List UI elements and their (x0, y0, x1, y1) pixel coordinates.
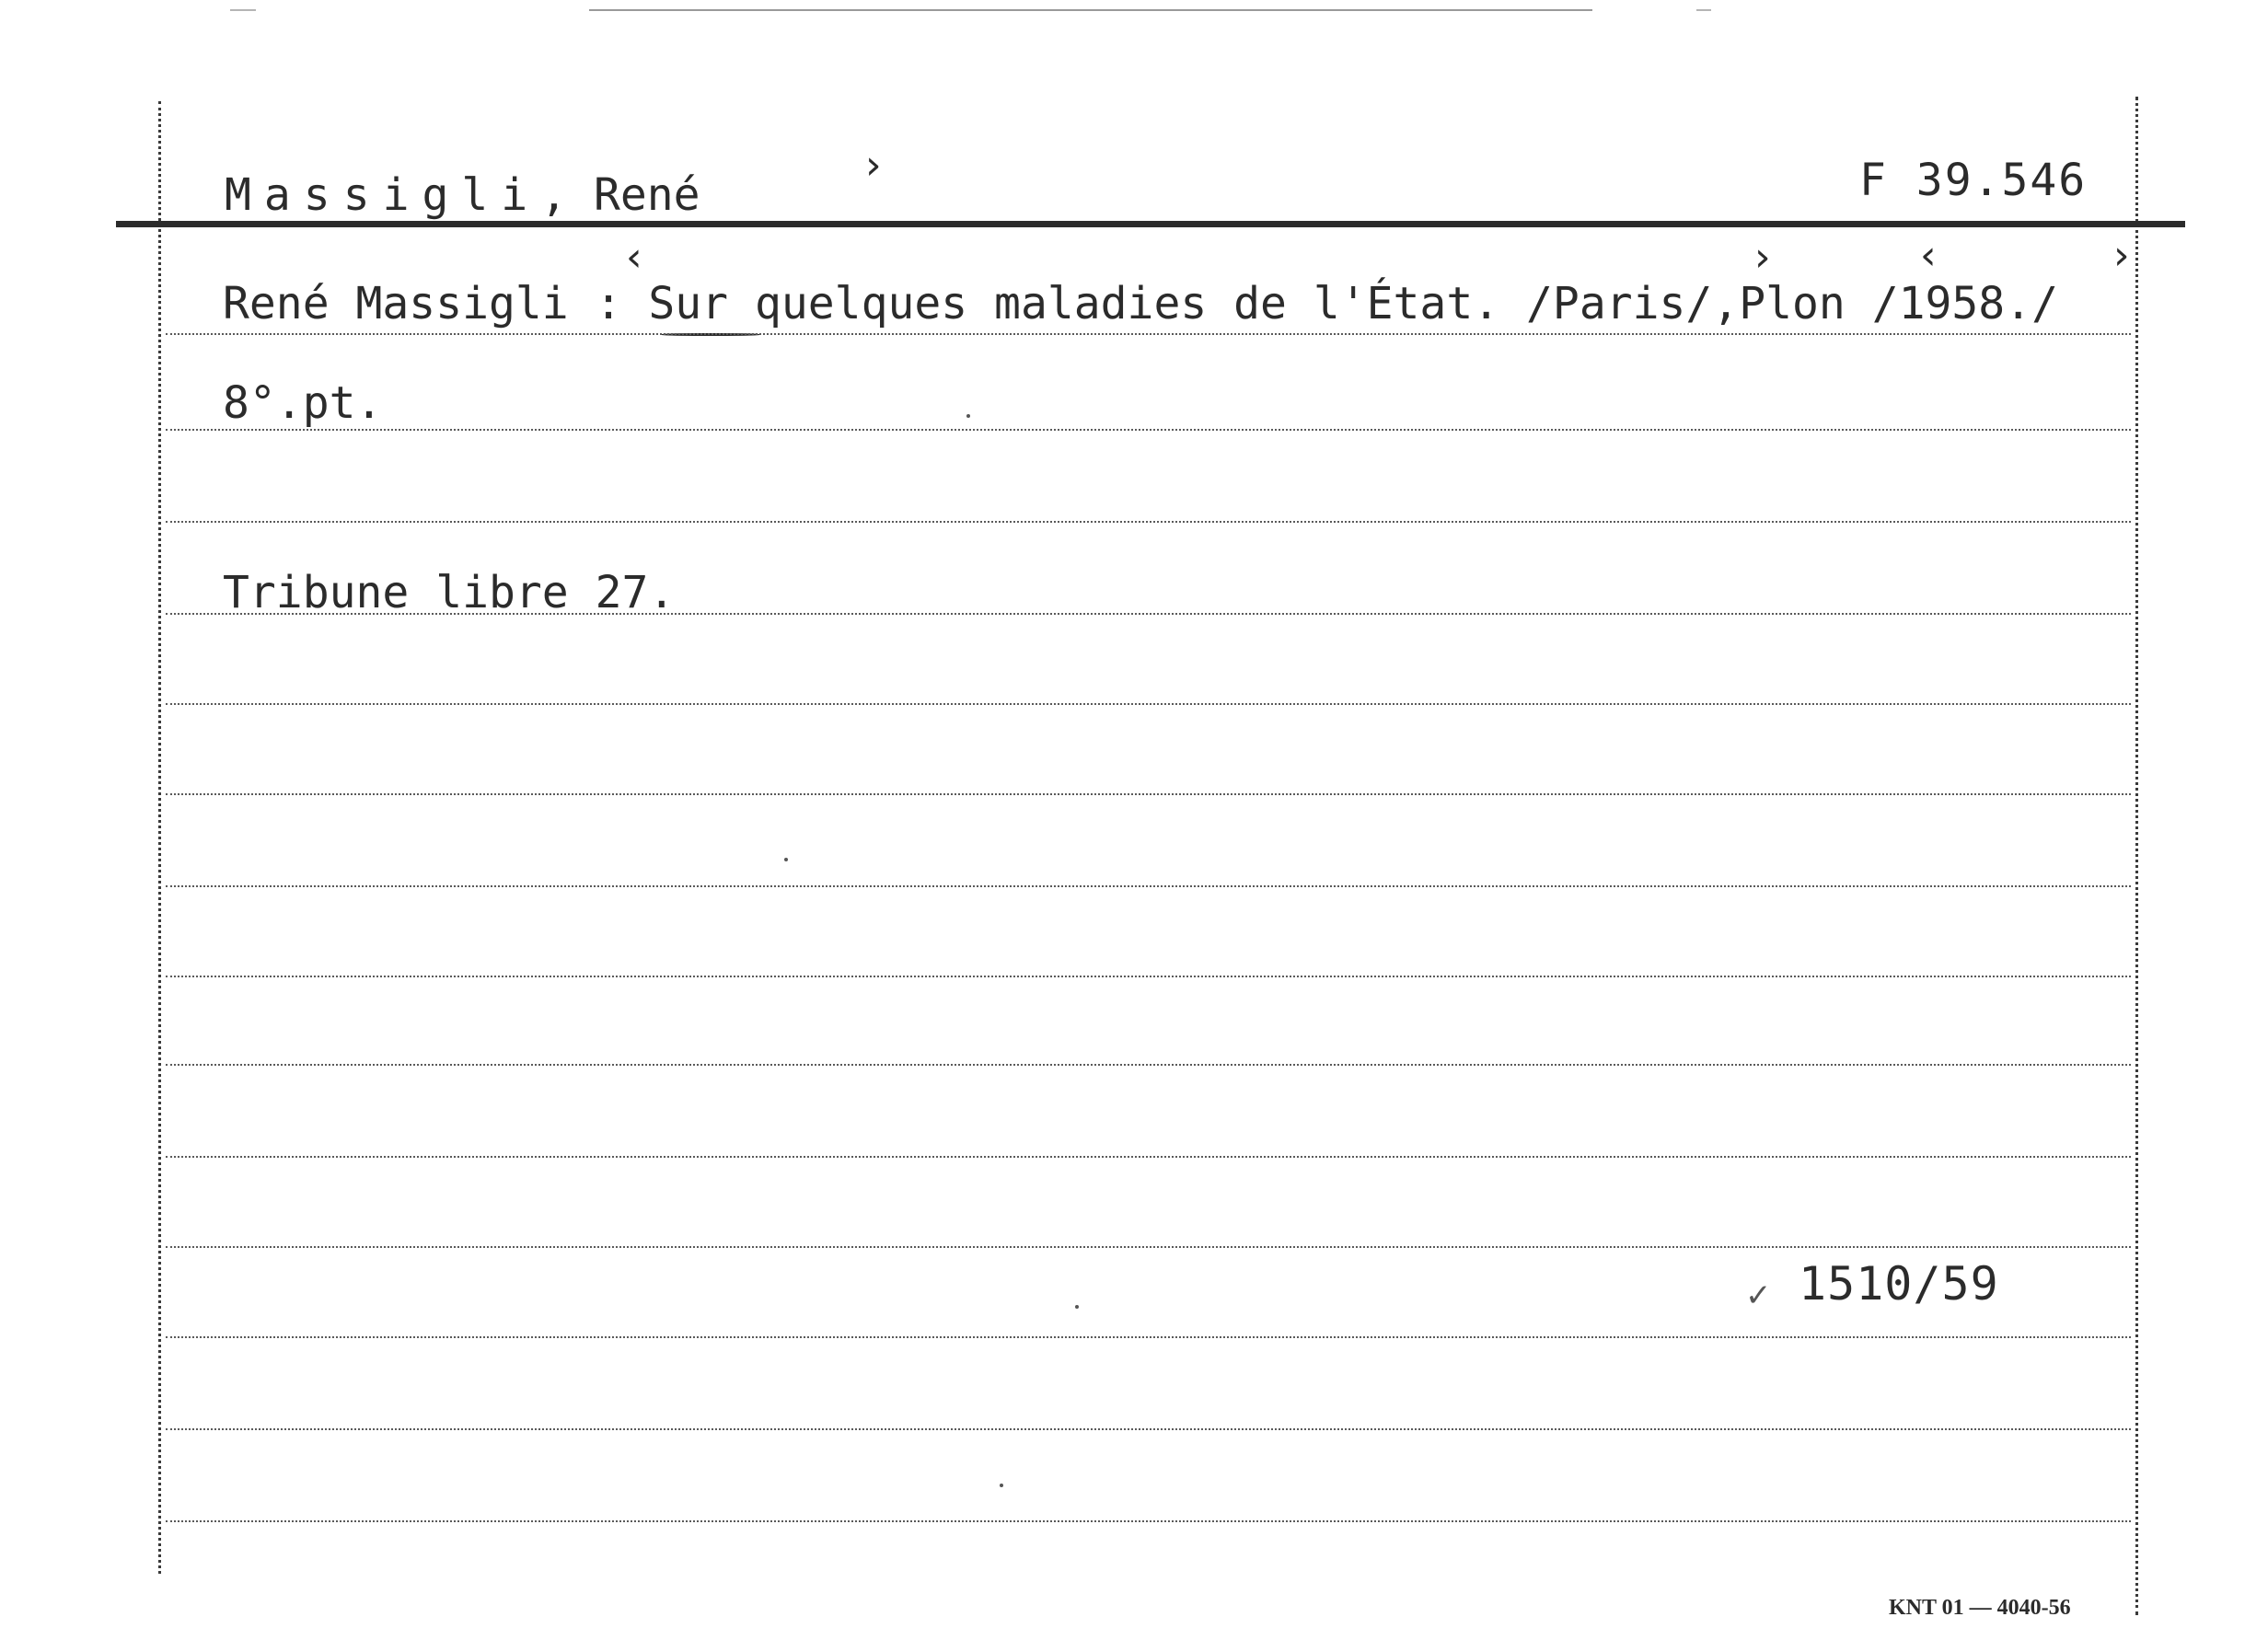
bracket-mark: › (865, 142, 882, 189)
heading-forename: , René (540, 169, 700, 221)
ruled-line (166, 1156, 2131, 1158)
ink-speck (784, 858, 788, 861)
heading-surname: Massigli (225, 169, 541, 221)
ruled-line (166, 1064, 2131, 1066)
ruled-line (166, 613, 2131, 615)
bracket-mark: › (2113, 232, 2130, 279)
ruled-line (166, 333, 2131, 335)
call-number: F 39.546 (1859, 155, 2088, 206)
scan-artifact-line (230, 9, 256, 11)
check-mark: ✓ (1745, 1277, 1772, 1314)
title-statement: René Massigli : Sur quelques maladies de l'État. /Paris/,Plon /1958./ (223, 278, 2058, 329)
scan-artifact-line (1696, 9, 1711, 11)
ruled-line (166, 976, 2131, 977)
ruled-line (166, 1336, 2131, 1338)
ink-speck (1075, 1305, 1079, 1309)
form-code: KNT 01 — 4040-56 (1889, 1596, 2071, 1620)
ink-speck (1000, 1484, 1003, 1487)
bracket-mark: › (1754, 234, 1771, 281)
ruled-line (166, 429, 2131, 431)
ruled-line (166, 1428, 2131, 1430)
bracket-mark: ‹ (626, 234, 642, 281)
ruled-line (166, 1246, 2131, 1248)
ruled-line (166, 521, 2131, 523)
series-statement: Tribune libre 27. (223, 567, 676, 618)
ruled-line (166, 885, 2131, 887)
heading-author (225, 169, 700, 221)
ruled-line (166, 703, 2131, 705)
accession-number: 1510/59 (1799, 1257, 1999, 1311)
physical-format: 8°.pt. (223, 377, 383, 429)
ruled-line (166, 793, 2131, 795)
bracket-mark: ‹ (1920, 232, 1937, 279)
header-rule (116, 221, 2185, 227)
scan-artifact-line (589, 9, 1592, 11)
ruled-line (166, 1520, 2131, 1522)
ink-speck (966, 414, 970, 418)
left-margin-line (158, 101, 161, 1574)
right-margin-line (2135, 97, 2138, 1615)
